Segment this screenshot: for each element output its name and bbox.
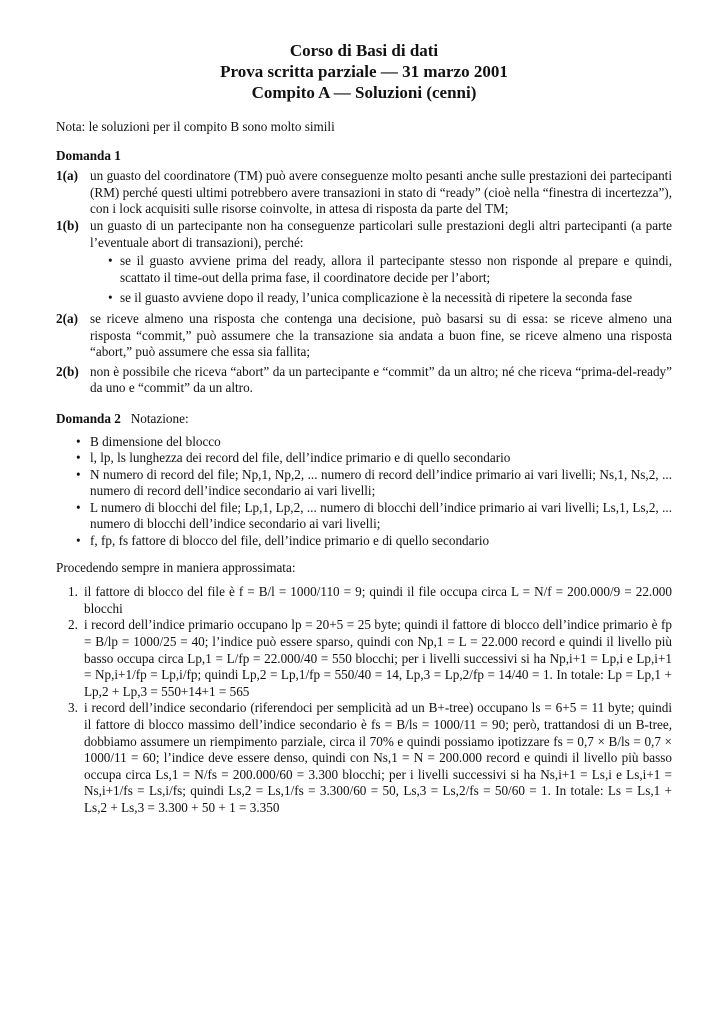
list-item: • se il guasto avviene dopo il ready, l’unica complicazione è la necessità di ripetere la seconda fase xyxy=(108,290,672,307)
list-item xyxy=(56,584,672,617)
list-item: • f, fp, fs fattore di blocco del file, dell’indice primario e di quello secondario xyxy=(76,533,672,550)
question-2-heading xyxy=(56,411,672,428)
question-2-label: Domanda 2 xyxy=(56,410,121,426)
answer-label: 1(a) xyxy=(56,168,78,184)
list-item: • l, lp, ls lunghezza dei record del file, dell’indice primario e di quello secondario xyxy=(76,450,672,467)
question-1-heading: Domanda 1 xyxy=(56,147,121,163)
list-item: • N numero di record del file; Np,1, Np,2, ... numero di record dell’indice primario ai vari livelli; Ns,1, Ns,2, ... numero di record dell’indice secondario ai vari livelli; xyxy=(76,467,672,500)
list-item: • B dimensione del blocco xyxy=(76,434,672,451)
notation-list xyxy=(56,434,672,550)
answer-text: un guasto di un partecipante non ha conseguenze particolari sulle prestazioni degli altri partecipanti (a parte l’eventuale abort di transazioni), perché: xyxy=(90,217,672,250)
list-item: • L numero di blocchi del file; Lp,1, Lp,2, ... numero di blocchi dell’indice primario ai vari livelli; Ls,1, Ls,2, ... numero di blocchi dell’indice secondario ai vari livelli; xyxy=(76,500,672,533)
answer-label: 1(b) xyxy=(56,217,79,233)
step-text: i record dell’indice secondario (riferendoci per semplicità ad un B+-tree) occupano ls = 6+5 = 11 byte; quindi il fattore di blocco massimo dell’indice secondario è fs = B/ls = 1000/11 = 90; però, trattandosi di un B-tree, dobbiamo assumere un riempimento parziale, circa il 70% e quindi possiamo ipotizzare fs = 0,7 × B/ls = 0,7 × 1000/11 = 60; l’indice deve essere denso, quindi con Ns,1 = N = 200.000 record e quindi il livello più basso occupa circa Ls,1 = N/fs = 200.000/60 = 3.300 blocchi; per i livelli successivi si ha Ns,i+1 = Ls,i e Ls,i+1 = Ns,i+1/fs = Ls,i/fs; quindi Ls,2 = Ls,1/fs = 3.300/60 = 50, Ls,3 = Ls,2/fs = 50/60 = 1. In totale: Ls = Ls,1 + Ls,2 + Ls,3 = 3.300 + 50 + 1 = 3.350 xyxy=(84,700,672,815)
step-text: il fattore di blocco del file è f = B/l = 1000/110 = 9; quindi il file occupa circa L = N/f = 200.000/9 = 22.000 blocchi xyxy=(84,584,672,616)
course-title: Corso di Basi di dati xyxy=(289,41,439,60)
answer-text: un guasto del coordinatore (TM) può avere conseguenze molto pesanti anche sulle prestazioni dei partecipanti (RM) perché questi ultimi potrebbero avere transazioni in stato di “ready” (cioè nella “finestra di incertezza”), con i lock acquisiti sulle risorse coinvolte, in attesa di risposta da parte del TM; xyxy=(90,168,672,217)
answer-1b-bullets xyxy=(56,253,672,307)
procedure-intro: Procedendo sempre in maniera approssimata: xyxy=(56,559,296,575)
answer-label: 2(a) xyxy=(56,310,78,326)
step-text: i record dell’indice primario occupano lp = 20+5 = 25 byte; quindi il fattore di blocco dell’indice primario è fp = B/lp = 1000/25 = 40; l’indice può essere sparso, quindi con Np,1 = L = 22.000 record e quindi il livello più basso occupa circa Lp,1 = L/fp = 22.000/40 = 550 blocchi; per i livelli successivi si ha Np,i+1 = Lp,i e Lp,i+1 = Np,i+1/fp = Lp,i/fp; quindi Lp,2 = Lp,1/fp = 550/40 = 14, Lp,3 = Lp,2/fp = 14/40 = 1. In totale: Lp = Lp,1 + Lp,2 + Lp,3 = 550+14+1 = 565 xyxy=(84,617,672,699)
list-item: • se il guasto avviene prima del ready, allora il partecipante stesso non risponde al prepare e quindi, scattato il time-out della prima fase, il coordinatore decide per l’abort; xyxy=(108,253,672,286)
answer-text: non è possibile che riceva “abort” da un partecipante e “commit” da un altro; né che riceva “prima-del-ready” da uno e “commit” da un altro. xyxy=(90,363,672,396)
step-number: 3. xyxy=(68,700,78,716)
answer-1a xyxy=(56,168,672,218)
answer-1b xyxy=(56,218,672,251)
solution-title: Compito A — Soluzioni (cenni) xyxy=(251,83,477,102)
step-number: 2. xyxy=(68,617,78,633)
notation-label: Notazione: xyxy=(130,410,189,426)
answer-label: 2(b) xyxy=(56,363,79,379)
answer-2a xyxy=(56,311,672,361)
document-page xyxy=(56,40,672,817)
answer-text: se riceve almeno una risposta che contenga una decisione, può basarsi su di essa: se riceve almeno una risposta “commit,” può assumere che la transazione sia andata a buon fine, se riceve almeno una risposta “abort,” può assumere che essa sia fallita; xyxy=(90,310,672,360)
calculation-steps xyxy=(56,584,672,816)
list-item xyxy=(56,617,672,700)
answer-2b xyxy=(56,364,672,397)
step-number: 1. xyxy=(68,584,78,600)
list-item xyxy=(56,700,672,816)
exam-title: Prova scritta parziale — 31 marzo 2001 xyxy=(220,62,508,81)
note: Nota: le soluzioni per il compito B sono molto simili xyxy=(56,119,335,134)
